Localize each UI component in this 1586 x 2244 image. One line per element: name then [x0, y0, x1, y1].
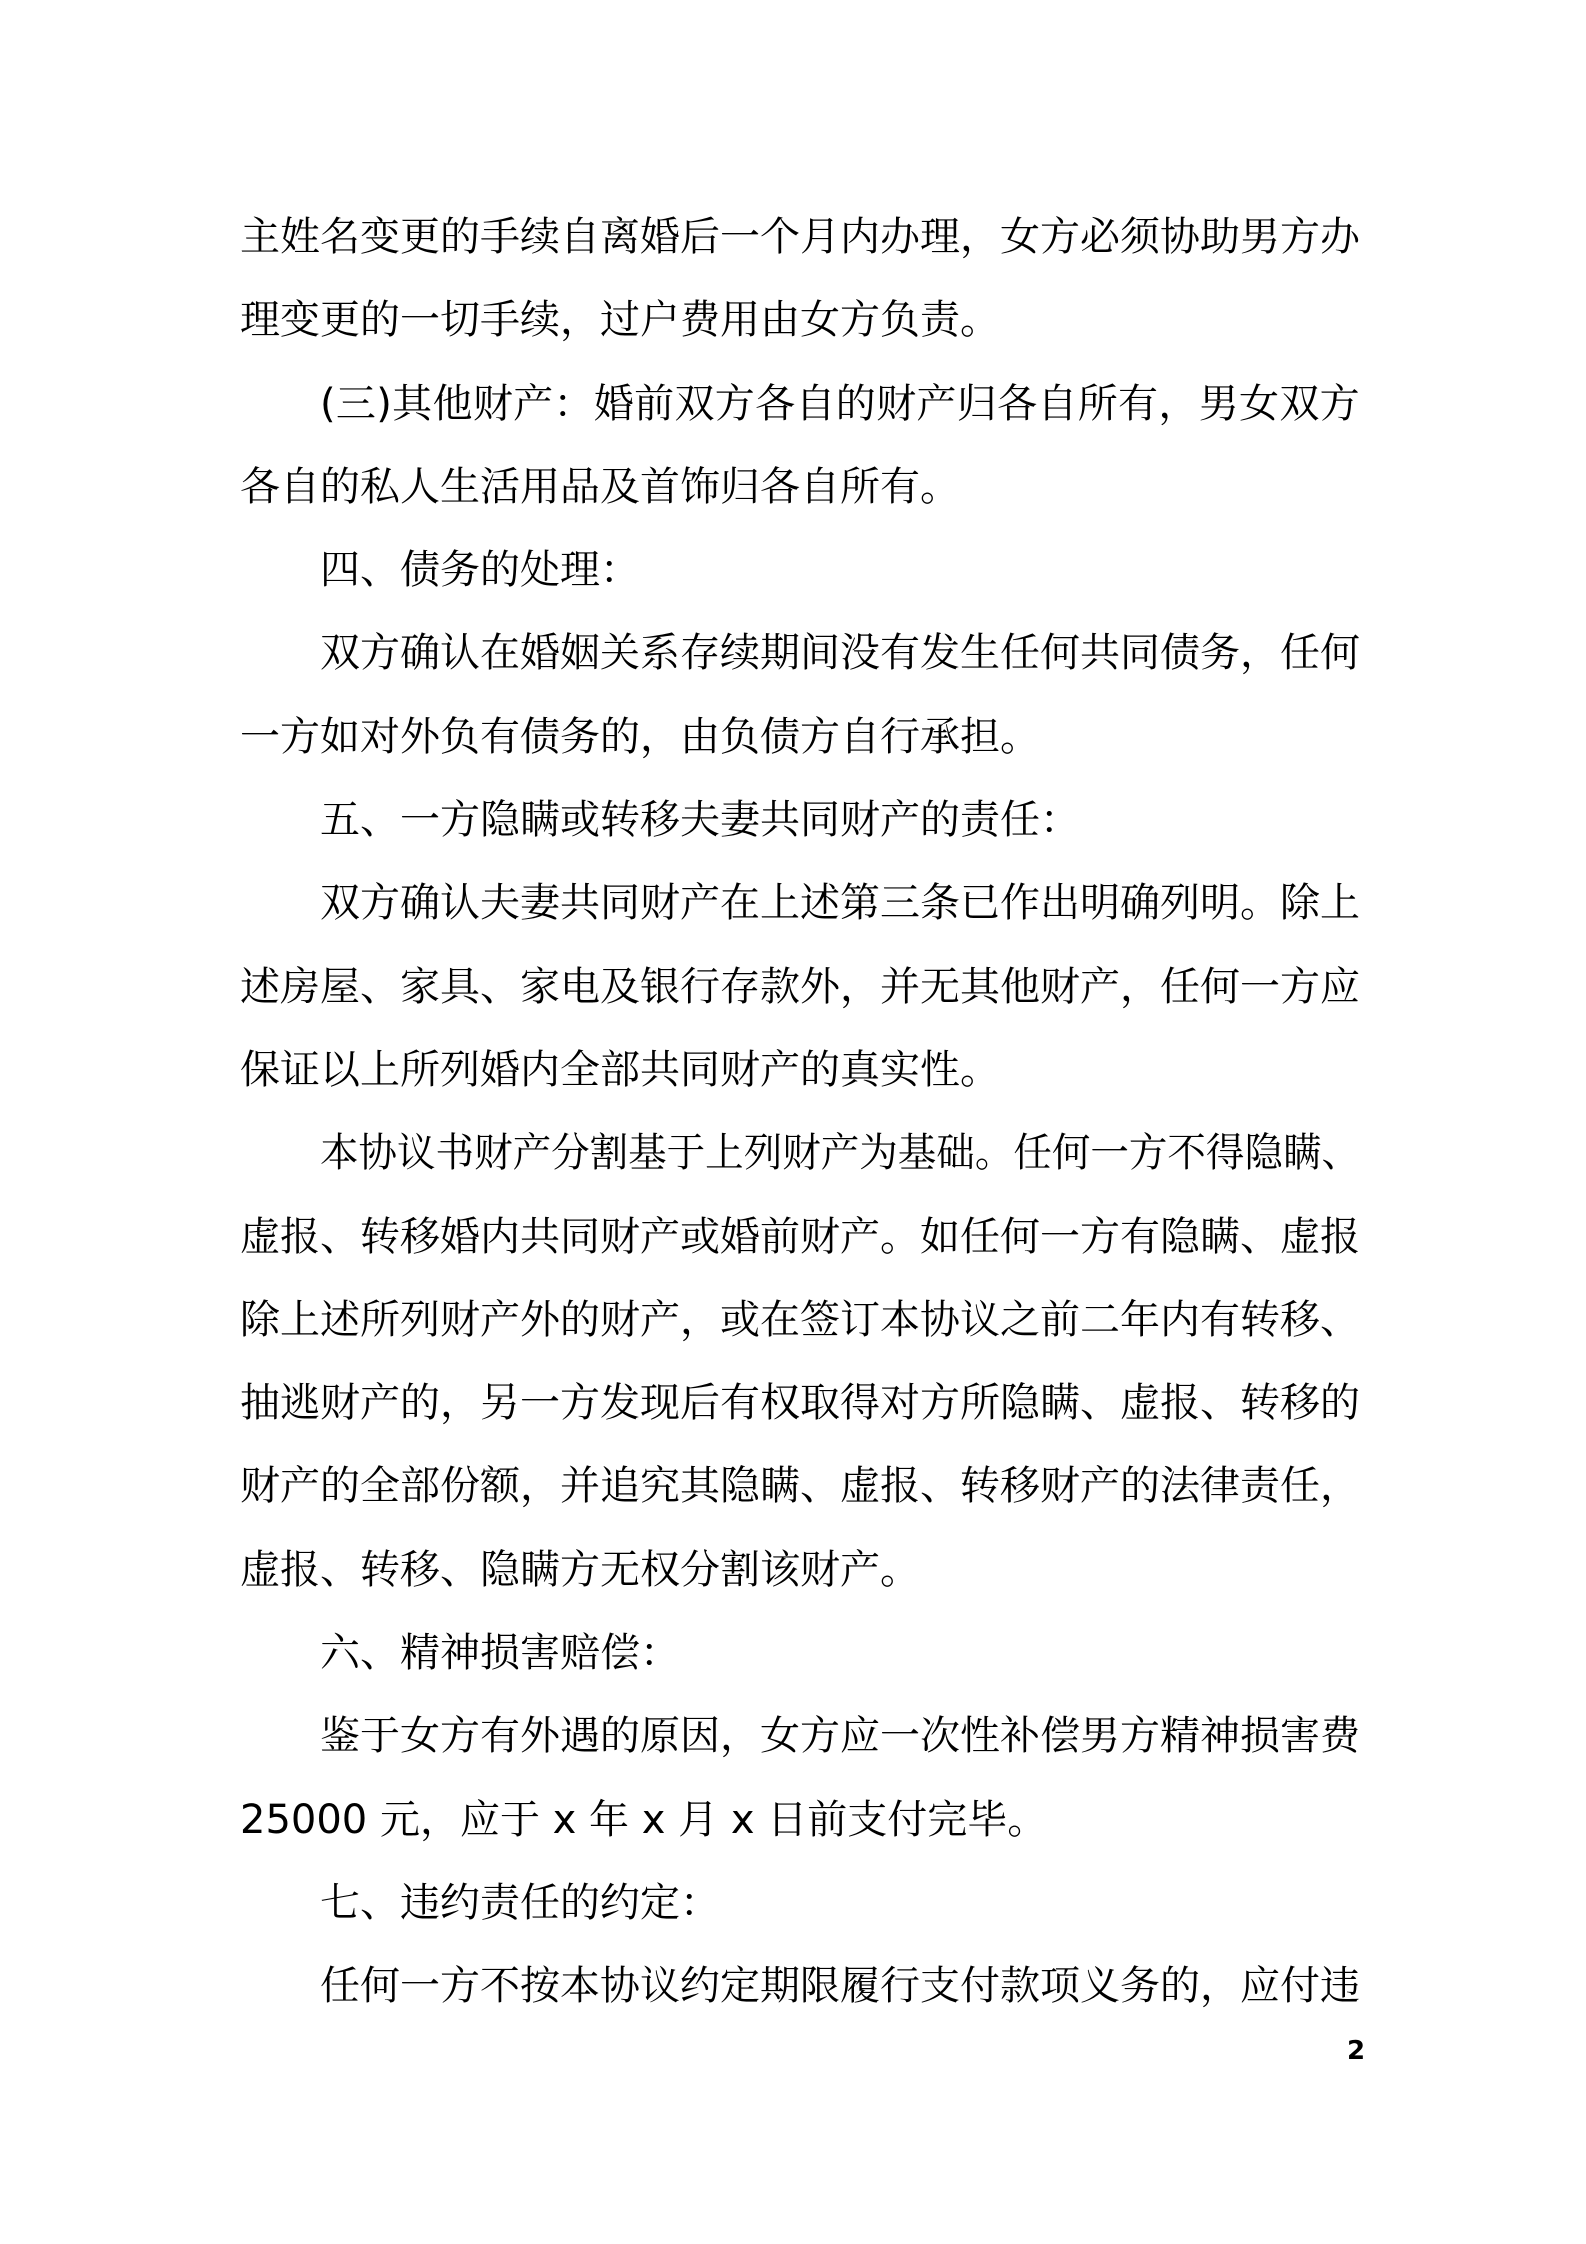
- text-line: 任何一方不按本协议约定期限履行支付款项义务的，应付违: [320, 1963, 1360, 2010]
- text-line: 虚报、转移婚内共同财产或婚前财产。如任何一方有隐瞒、虚报: [240, 1213, 1360, 1260]
- text-line: 虚报、转移、隐瞒方无权分割该财产。: [240, 1546, 920, 1593]
- document-body: [240, 196, 1360, 2029]
- text-line: 除上述所列财产外的财产，或在签订本协议之前二年内有转移、: [240, 1296, 1360, 1343]
- text-line: 六、精神损害赔偿：: [320, 1630, 680, 1677]
- text-line: 七、违约责任的约定：: [320, 1879, 720, 1926]
- text-line: 各自的私人生活用品及首饰归各自所有。: [240, 463, 960, 510]
- text-line: 述房屋、家具、家电及银行存款外，并无其他财产，任何一方应: [240, 963, 1360, 1010]
- text-line: 理变更的一切手续，过户费用由女方负责。: [240, 297, 1000, 344]
- page-number: 2: [1346, 2036, 1366, 2066]
- text-line: 一方如对外负有债务的，由负债方自行承担。: [240, 713, 1040, 760]
- text-line: 四、债务的处理：: [320, 547, 640, 594]
- text-line: 本协议书财产分割基于上列财产为基础。任何一方不得隐瞒、: [320, 1130, 1360, 1177]
- text-line: 主姓名变更的手续自离婚后一个月内办理，女方必须协助男方办: [240, 214, 1360, 260]
- text-line: 鉴于女方有外遇的原因，女方应一次性补偿男方精神损害费: [320, 1713, 1360, 1760]
- text-line: 抽逃财产的，另一方发现后有权取得对方所隐瞒、虚报、转移的: [240, 1380, 1360, 1427]
- text-line: (三)其他财产：婚前双方各自的财产归各自所有，男女双方: [320, 380, 1360, 427]
- text-line: 25000 元，应于 x 年 x 月 x 日前支付完毕。: [240, 1796, 1048, 1843]
- text-line: 双方确认夫妻共同财产在上述第三条已作出明确列明。除上: [320, 880, 1360, 927]
- text-line: 保证以上所列婚内全部共同财产的真实性。: [240, 1046, 1000, 1093]
- text-line: 财产的全部份额，并追究其隐瞒、虚报、转移财产的法律责任，: [240, 1463, 1360, 1510]
- text-line: 双方确认在婚姻关系存续期间没有发生任何共同债务，任何: [320, 630, 1360, 677]
- text-line: 五、一方隐瞒或转移夫妻共同财产的责任：: [320, 797, 1080, 844]
